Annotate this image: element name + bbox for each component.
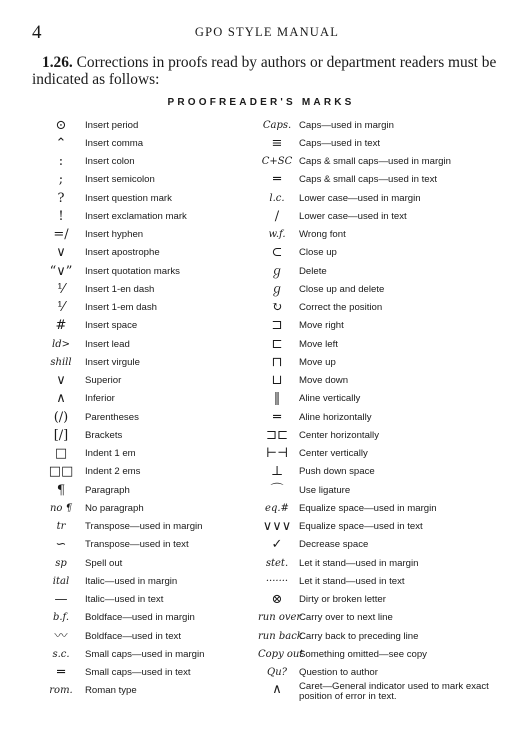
mark-row [258,408,520,426]
proof-mark-symbol: Caps. [262,119,292,131]
section-title: PROOFREADER'S MARKS [167,97,355,108]
mark-row [258,134,520,152]
proof-mark-label: Caps—used in text [299,137,381,149]
proof-mark-label: Wrong font [299,229,346,241]
proof-mark-symbol: sp [55,557,67,569]
mark-row [40,463,245,481]
mark-row [258,335,520,353]
proof-mark-symbol: C+SC [261,156,293,168]
proof-mark-symbol: ⅟ [57,281,65,297]
proof-mark-label: Correct the position [299,302,383,314]
proof-mark-symbol: ∨ [56,245,66,261]
proof-mark-symbol: =/ [53,227,69,243]
proof-mark-label: Insert period [85,119,139,131]
mark-row [40,664,245,682]
proof-mark-symbol: / [274,208,280,224]
mark-row [258,481,520,499]
proof-mark-symbol: ⊐⊏ [265,427,288,443]
mark-row [258,445,520,463]
proof-mark-symbol: ℊ [270,263,284,279]
mark-row [40,134,245,152]
mark-row [40,153,245,171]
proof-mark-label: Close up [299,247,337,259]
proof-mark-symbol: ≡ [271,135,283,151]
proof-mark-label: Insert lead [85,338,130,350]
mark-row [40,499,245,517]
proof-mark-symbol: w.f. [268,229,286,241]
proof-mark-label: Insert hyphen [85,229,144,241]
proof-mark-symbol: ⊂ [271,245,283,261]
proof-mark-label: Insert comma [85,137,144,149]
mark-row [258,116,520,134]
proof-mark-label: Roman type [85,685,137,697]
proof-mark-label: Caret—General indicator used to mark exact position of error in text. [299,680,489,703]
proof-mark-label: Paragraph [85,484,130,496]
proof-mark-symbol: Qu? [267,667,287,679]
proof-mark-label: Question to author [299,667,378,679]
proof-mark-symbol: ⊏ [271,336,283,352]
proof-mark-symbol: ↻ [271,300,283,316]
proof-mark-label: Lower case—used in margin [299,192,421,204]
proof-mark-symbol: ⌒ [270,482,284,498]
mark-row [258,226,520,244]
proof-mark-symbol: ⅟ [57,300,65,316]
proof-mark-symbol: eq.# [265,502,289,514]
mark-row [258,426,520,444]
proof-mark-symbol: rom. [49,685,73,697]
proof-mark-symbol: ⊥ [270,464,284,480]
page-header [32,22,502,44]
proof-mark-symbol: □ [54,446,68,462]
mark-row [258,189,520,207]
proof-mark-symbol: ⊐ [271,318,283,334]
proof-mark-label: Indent 1 em [85,448,136,460]
proof-mark-label: Equalize space—used in text [299,521,423,533]
proof-mark-label: Equalize space—used in margin [299,502,437,514]
mark-row [40,244,245,262]
proof-mark-symbol: ∧ [56,391,66,407]
proof-mark-symbol: — [54,592,68,608]
mark-row [40,591,245,609]
mark-row [40,572,245,590]
proof-mark-symbol: (/) [53,409,69,425]
proof-mark-symbol: b.f. [52,612,70,624]
proof-mark-symbol: ═ [57,665,65,681]
mark-row [258,153,520,171]
mark-row [40,481,245,499]
mark-row [258,627,520,645]
proof-mark-label: Boldface—used in margin [85,612,195,624]
mark-row [40,262,245,280]
proof-mark-symbol: s.c. [52,648,70,660]
proof-mark-label: Move right [299,320,344,332]
proof-mark-symbol: ∨∨∨ [262,519,292,535]
mark-row [40,299,245,317]
rule-body: Corrections in proofs read by authors or department readers must be indicated as follows: [32,54,497,88]
proof-mark-label: Superior [85,375,122,387]
proof-mark-label: Insert exclamation mark [85,210,187,222]
proof-mark-label: Spell out [85,557,123,569]
proof-mark-symbol: tr [56,521,66,533]
mark-row [40,226,245,244]
proof-mark-label: Caps & small caps—used in text [299,174,438,186]
proof-mark-label: Caps & small caps—used in margin [299,156,451,168]
proof-mark-label: Close up and delete [299,283,385,295]
proof-mark-label: Caps—used in margin [299,119,394,131]
mark-row [258,591,520,609]
proof-mark-label: Dirty or broken letter [299,594,386,606]
proof-mark-symbol: ═ [273,409,281,425]
proof-mark-label: Move left [299,338,338,350]
proof-mark-symbol: □□ [48,464,74,480]
proof-mark-symbol: stet. [265,557,289,569]
proof-mark-label: Insert question mark [85,192,172,204]
mark-row [258,353,520,371]
proof-mark-label: Brackets [85,429,123,441]
left-marks-column [40,116,245,700]
proof-mark-label: Delete [299,265,327,277]
proof-mark-symbol: ⊔ [271,373,283,389]
mark-row [40,116,245,134]
proof-mark-label: Italic—used in margin [85,575,178,587]
proof-mark-label: Parentheses [85,411,139,423]
mark-row [258,554,520,572]
mark-row [40,682,245,700]
mark-row [258,645,520,663]
mark-row [258,518,520,536]
proof-mark-symbol: ‖ [273,391,281,407]
mark-row [258,572,520,590]
proof-mark-label: Transpose—used in text [85,539,189,551]
proof-mark-label: Indent 2 ems [85,466,141,478]
mark-row [258,372,520,390]
proof-mark-label: Transpose—used in margin [85,521,203,533]
mark-row [258,262,520,280]
proof-mark-label: Move up [299,356,336,368]
proof-mark-label: Insert space [85,320,138,332]
mark-row [40,445,245,463]
mark-row [40,536,245,554]
proof-mark-symbol: ⊙ [55,117,67,133]
proof-mark-symbol: ═ [273,172,281,188]
proof-mark-label: Small caps—used in margin [85,648,205,660]
proof-mark-symbol: run back [258,630,303,642]
mark-row [40,189,245,207]
proof-mark-symbol: ; [58,172,64,188]
mark-row [40,390,245,408]
mark-row [258,244,520,262]
proof-mark-symbol: [/] [53,427,69,443]
mark-row [40,171,245,189]
proof-mark-label: Insert quotation marks [85,265,180,277]
mark-row [40,372,245,390]
proof-mark-label: No paragraph [85,502,144,514]
proof-mark-symbol: ⊗ [271,592,283,608]
mark-row [258,682,520,708]
proof-mark-symbol: ital [52,575,70,587]
mark-row [40,518,245,536]
proof-mark-symbol: 〰 [54,628,68,644]
proof-mark-symbol: l.c. [269,192,285,204]
proof-mark-label: Insert semicolon [85,174,155,186]
proof-mark-label: Let it stand—used in margin [299,557,419,569]
proof-mark-symbol: # [55,318,67,334]
proof-mark-label: Move down [299,375,349,387]
proof-mark-symbol: run over [258,612,302,624]
mark-row [258,499,520,517]
proof-mark-label: Carry over to next line [299,612,393,624]
mark-row [40,554,245,572]
proof-mark-label: Insert 1-en dash [85,283,155,295]
proof-mark-symbol: ∧ [272,681,282,697]
proof-mark-symbol: ℊ [270,281,284,297]
proof-mark-symbol: ld> [52,338,70,350]
mark-row [40,317,245,335]
proof-mark-label: Carry back to preceding line [299,630,419,642]
mark-row [258,536,520,554]
rule-paragraph [32,54,500,88]
mark-row [40,353,245,371]
proof-mark-label: Decrease space [299,539,369,551]
page-number: 4 [32,22,42,43]
proof-mark-symbol: ⊢⊣ [265,446,289,462]
mark-row [258,299,520,317]
rule-number: 1.26. [42,54,73,71]
proof-mark-label: Boldface—used in text [85,630,181,642]
proof-mark-symbol: ! [58,208,64,224]
proof-mark-label: Center horizontally [299,429,379,441]
mark-row [40,426,245,444]
proof-mark-label: Use ligature [299,484,351,496]
proof-mark-symbol: ? [57,190,65,206]
mark-row [40,335,245,353]
proof-mark-label: Insert apostrophe [85,247,160,259]
mark-row [258,207,520,225]
proof-mark-symbol: : [58,154,64,170]
proof-mark-label: Lower case—used in text [299,210,407,222]
proof-mark-label: Small caps—used in text [85,667,191,679]
proof-mark-symbol: no ¶ [49,502,72,514]
mark-row [258,171,520,189]
proof-mark-label: Inferior [85,393,115,405]
proof-mark-label: Insert colon [85,156,135,168]
proof-mark-label: Center vertically [299,448,368,460]
proof-mark-label: Something omitted—see copy [299,648,427,660]
mark-row [258,390,520,408]
proof-mark-label: Aline horizontally [299,411,372,423]
mark-row [40,207,245,225]
right-marks-column [258,116,520,708]
mark-row [40,280,245,298]
proof-mark-symbol: ······· [265,575,289,587]
proof-mark-label: Push down space [299,466,375,478]
proof-mark-label: Italic—used in text [85,594,164,606]
proof-mark-symbol: ⌃ [55,135,67,151]
proof-mark-symbol: “∨” [49,263,73,279]
mark-row [40,408,245,426]
mark-row [258,609,520,627]
mark-row [40,645,245,663]
proof-mark-symbol: ∽ [55,537,67,553]
proof-mark-symbol: Copy out [258,648,304,660]
proof-mark-symbol: ∨ [56,373,66,389]
mark-row [258,280,520,298]
proof-mark-label: Insert virgule [85,356,140,368]
proof-mark-symbol: ⊓ [271,354,283,370]
proof-mark-symbol: ✓ [271,537,283,553]
proof-mark-label: Aline vertically [299,393,361,405]
proof-mark-label: Insert 1-em dash [85,302,157,314]
mark-row [40,609,245,627]
mark-row [258,317,520,335]
proof-mark-symbol: ¶ [56,482,66,498]
mark-row [258,463,520,481]
mark-row [258,664,520,682]
running-head: GPO STYLE MANUAL [194,25,340,39]
proof-mark-label: Let it stand—used in text [299,575,405,587]
proof-mark-symbol: shill [50,356,72,368]
mark-row [40,627,245,645]
